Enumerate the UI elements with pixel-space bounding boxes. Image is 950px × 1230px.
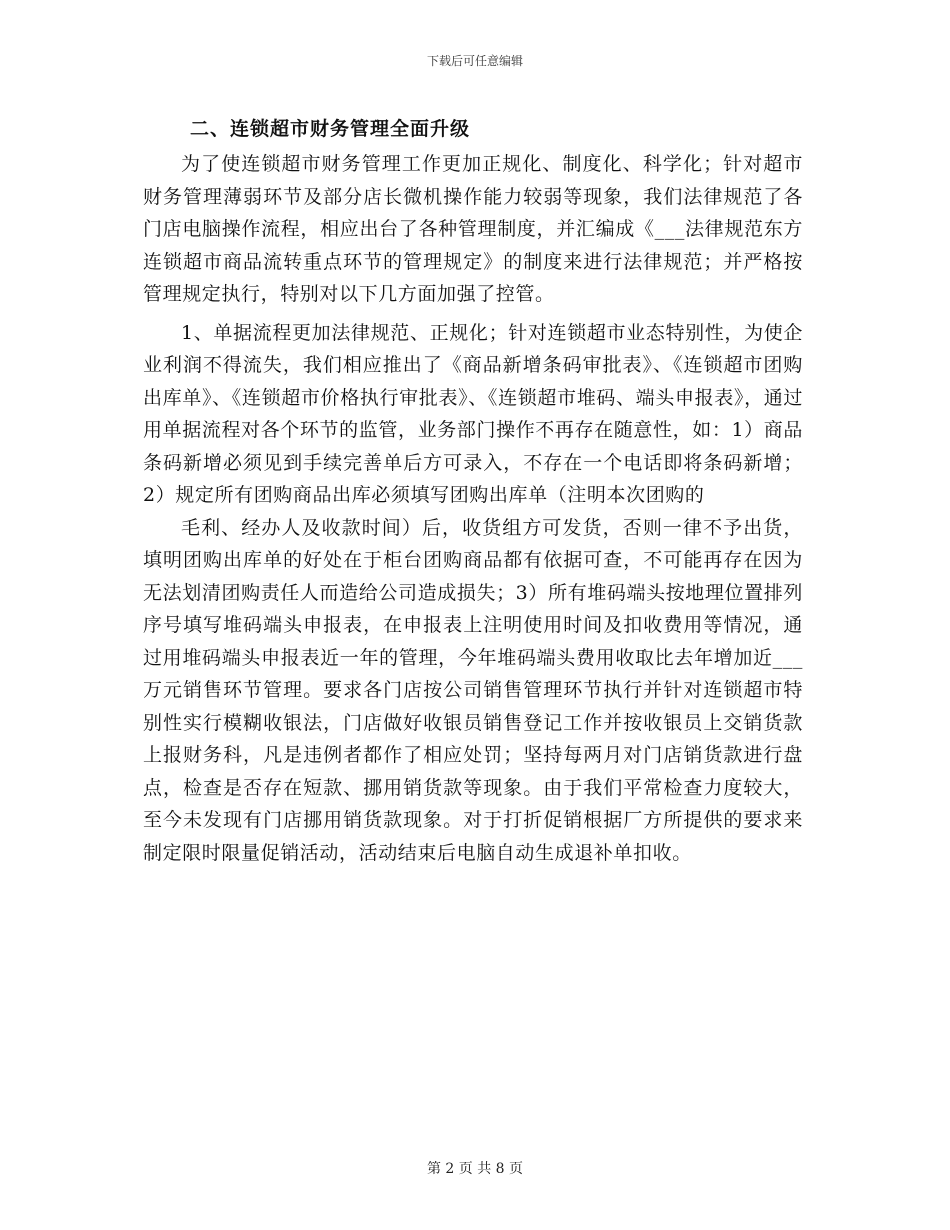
- section-heading: 二、连锁超市财务管理全面升级: [190, 118, 471, 140]
- body-content: [143, 148, 803, 869]
- paragraph-sales-management: 毛利、经办人及收款时间）后，收货组方可发货，否则一律不予出货，填明团购出库单的好处在于柜台团购商品都有依据可查，不可能再存在因为无法划清团购责任人而造给公司造成损失；3）所有堆码端头按地理位置排列序号填写堆码端头申报表，在申报表上注明使用时间及扣收费用等情况，通过用堆码端头申报表近一年的管理，今年堆码端头费用收取比去年增加近___万元销售环节管理。要求各门店按公司销售管理环节执行并针对连锁超市特别性实行模糊收银法，门店做好收银员销售登记工作并按收银员上交销货款上报财务科，凡是违例者都作了相应处罚；坚持每两月对门店销货款进行盘点，检查是否存在短款、挪用销货款等现象。由于我们平常检查力度较大，至今未发现有门店挪用销货款现象。对于打折促销根据厂方所提供的要求来制定限时限量促销活动，活动结束后电脑自动生成退补单扣收。: [143, 516, 803, 864]
- paragraph-document-flow: 1、单据流程更加法律规范、正规化；针对连锁超市业态特别性，为使企业利润不得流失，我们相应推出了《商品新增条码审批表》、《连锁超市团购出库单》、《连锁超市价格执行审批表》、《连锁超市堆码、端头申报表》，通过用单据流程对各个环节的监管，业务部门操作不再存在随意性，如：1）商品条码新增必须见到手续完善单后方可录入，不存在一个电话即将条码新增；2）规定所有团购商品出库必须填写团购出库单（注明本次团购的: [143, 321, 803, 506]
- page-number: 第 2 页 共 8 页: [426, 1161, 524, 1177]
- header-note: 下载后可任意编辑: [426, 54, 523, 68]
- paragraph-intro: 为了使连锁超市财务管理工作更加正规化、制度化、科学化；针对超市财务管理薄弱环节及部分店长微机操作能力较弱等现象，我们法律规范了各门店电脑操作流程，相应出台了各种管理制度，并汇编成《___法律规范东方连锁超市商品流转重点环节的管理规定》的制度来进行法律规范；并严格按管理规定执行，特别对以下几方面加强了控管。: [143, 153, 803, 305]
